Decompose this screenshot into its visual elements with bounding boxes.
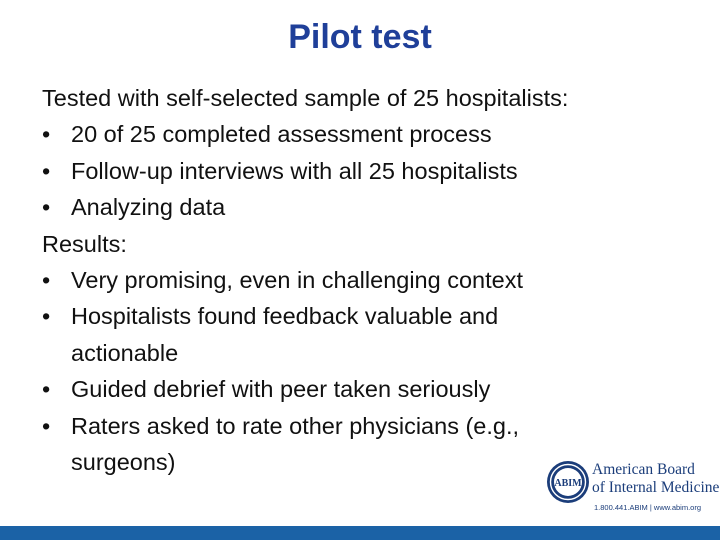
list-item-text: Follow-up interviews with all 25 hospitalists <box>71 157 518 184</box>
list-item <box>42 189 692 225</box>
bullet-icon: • <box>42 376 51 403</box>
list-item-line: Hospitalists found feedback valuable and <box>71 303 499 330</box>
bullet-icon: • <box>42 412 51 439</box>
slide-body <box>42 80 692 480</box>
abim-logo <box>544 458 720 522</box>
list-item-text <box>71 298 692 371</box>
logo-contact: 1.800.441.ABIM | www.abim.org <box>594 503 701 512</box>
bullet-icon: • <box>42 121 51 148</box>
bottom-bar <box>0 526 720 540</box>
list-item-text: Analyzing data <box>71 194 226 221</box>
list-item-line: actionable <box>71 339 179 366</box>
list-item-line: Raters asked to rate other physicians (e.g., <box>71 412 520 439</box>
list-item-line: Very promising, even in challenging context <box>71 267 523 294</box>
list-item <box>42 153 692 189</box>
list-item-line: Guided debrief with peer taken seriously <box>71 376 491 403</box>
section-heading-results: Results: <box>42 230 127 257</box>
list-item-text: 20 of 25 completed assessment process <box>71 121 492 148</box>
list-item-line: surgeons) <box>71 449 176 476</box>
bullet-icon: • <box>42 157 51 184</box>
logo-name-line: of Internal Medicine <box>592 479 720 496</box>
bullet-icon: • <box>42 303 51 330</box>
section-heading-sample: Tested with self-selected sample of 25 hospitalists: <box>42 85 569 111</box>
list-item <box>42 298 692 371</box>
seal-letters: ABIM <box>554 478 582 489</box>
list-item <box>42 262 692 298</box>
logo-name <box>592 461 720 497</box>
abim-seal-icon <box>546 460 590 504</box>
list-item-text <box>71 262 692 298</box>
slide-title: Pilot test <box>288 18 432 56</box>
bullet-icon: • <box>42 194 51 221</box>
list-item <box>42 116 692 152</box>
bullet-icon: • <box>42 267 51 294</box>
list-item <box>42 371 692 407</box>
list-item-text <box>71 371 692 407</box>
logo-name-line: American Board <box>592 461 695 478</box>
